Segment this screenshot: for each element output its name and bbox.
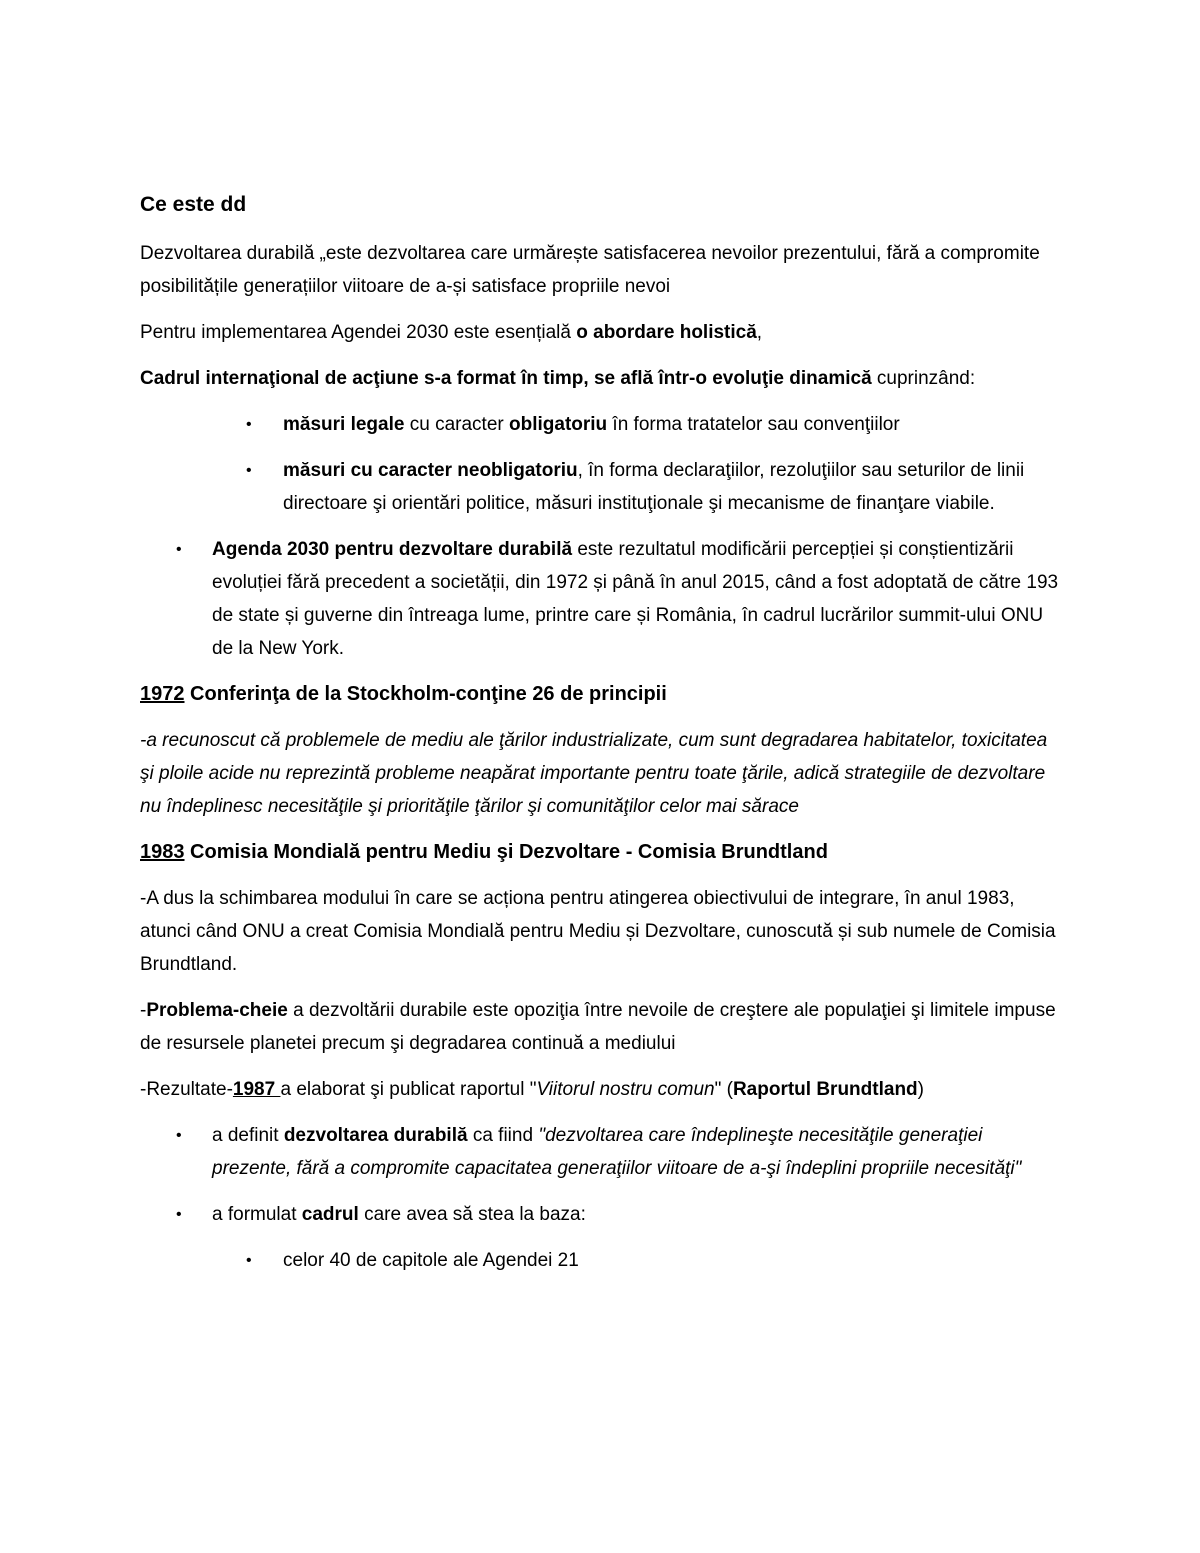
p2-prefix: - <box>140 1000 147 1021</box>
p2-text: a dezvoltării durabile este opoziţia între nevoile de creştere ale populaţiei şi limitele impuse de resursele planetei precum şi degradarea continuă a mediului <box>140 1000 1056 1054</box>
list-item <box>140 454 1060 520</box>
def-bold: dezvoltarea durabilă <box>283 1125 468 1146</box>
bullet-icon: • <box>176 1127 182 1144</box>
p2-bold: Problema-cheie <box>146 1000 288 1021</box>
brundtland-year: 1983 <box>140 841 185 863</box>
list-item <box>140 408 1060 441</box>
brundtland-title: Comisia Mondială pentru Mediu şi Dezvoltare - Comisia Brundtland <box>184 841 828 863</box>
p3-text-2: " ( <box>714 1079 733 1100</box>
bullet-icon: • <box>176 1206 182 1223</box>
p3-text: a elaborat şi publicat raportul " <box>280 1079 537 1100</box>
bullet-icon: • <box>246 416 252 433</box>
item-bold: măsuri legale <box>283 414 405 435</box>
item-text: cu caracter <box>404 414 509 435</box>
sub-item-text: celor 40 de capitole ale Agendei 21 <box>283 1250 579 1271</box>
brundtland-list <box>140 1119 1060 1231</box>
agenda-holistic-bold: o abordare holistică <box>576 322 757 343</box>
definition-paragraph: Dezvoltarea durabilă „este dezvoltarea care urmărește satisfacerea nevoilor prezentului, fără a compromite posibilitățile generațiilor viitoare de a-și satisface propriile nevoi <box>140 243 1040 297</box>
item-text: , în forma declaraţiilor, rezoluţiilor sau seturilor de linii directoare şi orientări politice, măsuri instituţionale şi mecanisme de finanţare viabile. <box>283 460 1025 514</box>
agenda-2030-text: este rezultatul modificării percepției și conștientizării evoluției fără precedent a societății, din 1972 și până în anul 2015, când a fost adoptată de către 193 de state și guverne din întreaga lume, printre care și România, în cadrul lucrărilor summit-ului ONU de la New York. <box>212 539 1059 659</box>
brundtland-paragraph-3 <box>140 1073 1060 1106</box>
brundtland-heading <box>140 836 1060 869</box>
framework-paragraph <box>140 362 1060 395</box>
stockholm-title: Conferinţa de la Stockholm-conţine 26 de principii <box>184 683 667 705</box>
framework-text: cuprinzând: <box>871 368 976 389</box>
def-prefix: a definit <box>212 1125 284 1146</box>
agenda-2030-bold: Agenda 2030 pentru dezvoltare durabilă <box>212 539 573 560</box>
list-item <box>140 533 1060 665</box>
p3-bold: Raportul Brundtland <box>732 1079 918 1100</box>
list-item <box>140 1119 1060 1185</box>
p3-prefix: -Rezultate- <box>140 1079 233 1100</box>
def-mid: ca fiind <box>467 1125 539 1146</box>
brundtland-paragraph-1: -A dus la schimbarea modului în care se acționa pentru atingerea obiectivului de integrare, în anul 1983, atunci când ONU a creat Comisia Mondială pentru Mediu și Dezvoltare, cunoscută și sub numele de Comisia Brundtland. <box>140 888 1056 975</box>
bullet-icon: • <box>246 1252 252 1269</box>
item-bold: obligatoriu <box>509 414 608 435</box>
p3-year: 1987 <box>232 1079 281 1100</box>
stockholm-year: 1972 <box>140 683 185 705</box>
item-text: în forma tratatelor sau convenţiilor <box>607 414 900 435</box>
p3-italic: Viitorul nostru comun <box>536 1079 715 1100</box>
agenda-21-list <box>140 1244 1060 1277</box>
frame-text: care avea să stea la baza: <box>358 1204 586 1225</box>
agenda-holistic-text: Pentru implementarea Agendei 2030 este esențială <box>140 322 577 343</box>
framework-bold: Cadrul internaţional de acţiune s-a format în timp, se află într-o evoluţie dinamică <box>140 368 872 389</box>
bullet-icon: • <box>246 462 252 479</box>
framework-list <box>140 408 1060 520</box>
page-title: Ce este dd <box>140 193 247 216</box>
brundtland-paragraph-2 <box>140 994 1060 1060</box>
def-italic: "dezvoltarea care îndeplineşte necesităţile generaţiei prezente, fără a compromite capacitatea generaţiilor viitoare de a-şi îndeplini propriile necesităţi" <box>212 1125 1022 1179</box>
agenda-holistic-paragraph <box>140 316 1060 349</box>
p3-end: ) <box>917 1079 924 1100</box>
list-item <box>140 1244 1060 1277</box>
frame-bold: cadrul <box>301 1204 359 1225</box>
stockholm-paragraph: -a recunoscut că problemele de mediu ale ţărilor industrializate, cum sunt degradarea habitatelor, toxicitatea şi ploile acide nu reprezintă probleme neapărat importante pentru toate ţările, adică strategiile de dezvoltare nu îndeplinesc necesităţile şi priorităţile ţărilor şi comunităţilor celor mai sărace <box>140 730 1048 817</box>
frame-prefix: a formulat <box>212 1204 302 1225</box>
item-bold: măsuri cu caracter neobligatoriu <box>283 460 578 481</box>
stockholm-heading <box>140 678 1060 711</box>
document-page <box>140 188 1060 1290</box>
bullet-icon: • <box>176 541 182 558</box>
agenda-2030-list <box>140 533 1060 665</box>
list-item <box>140 1198 1060 1231</box>
agenda-holistic-end: , <box>756 322 763 343</box>
